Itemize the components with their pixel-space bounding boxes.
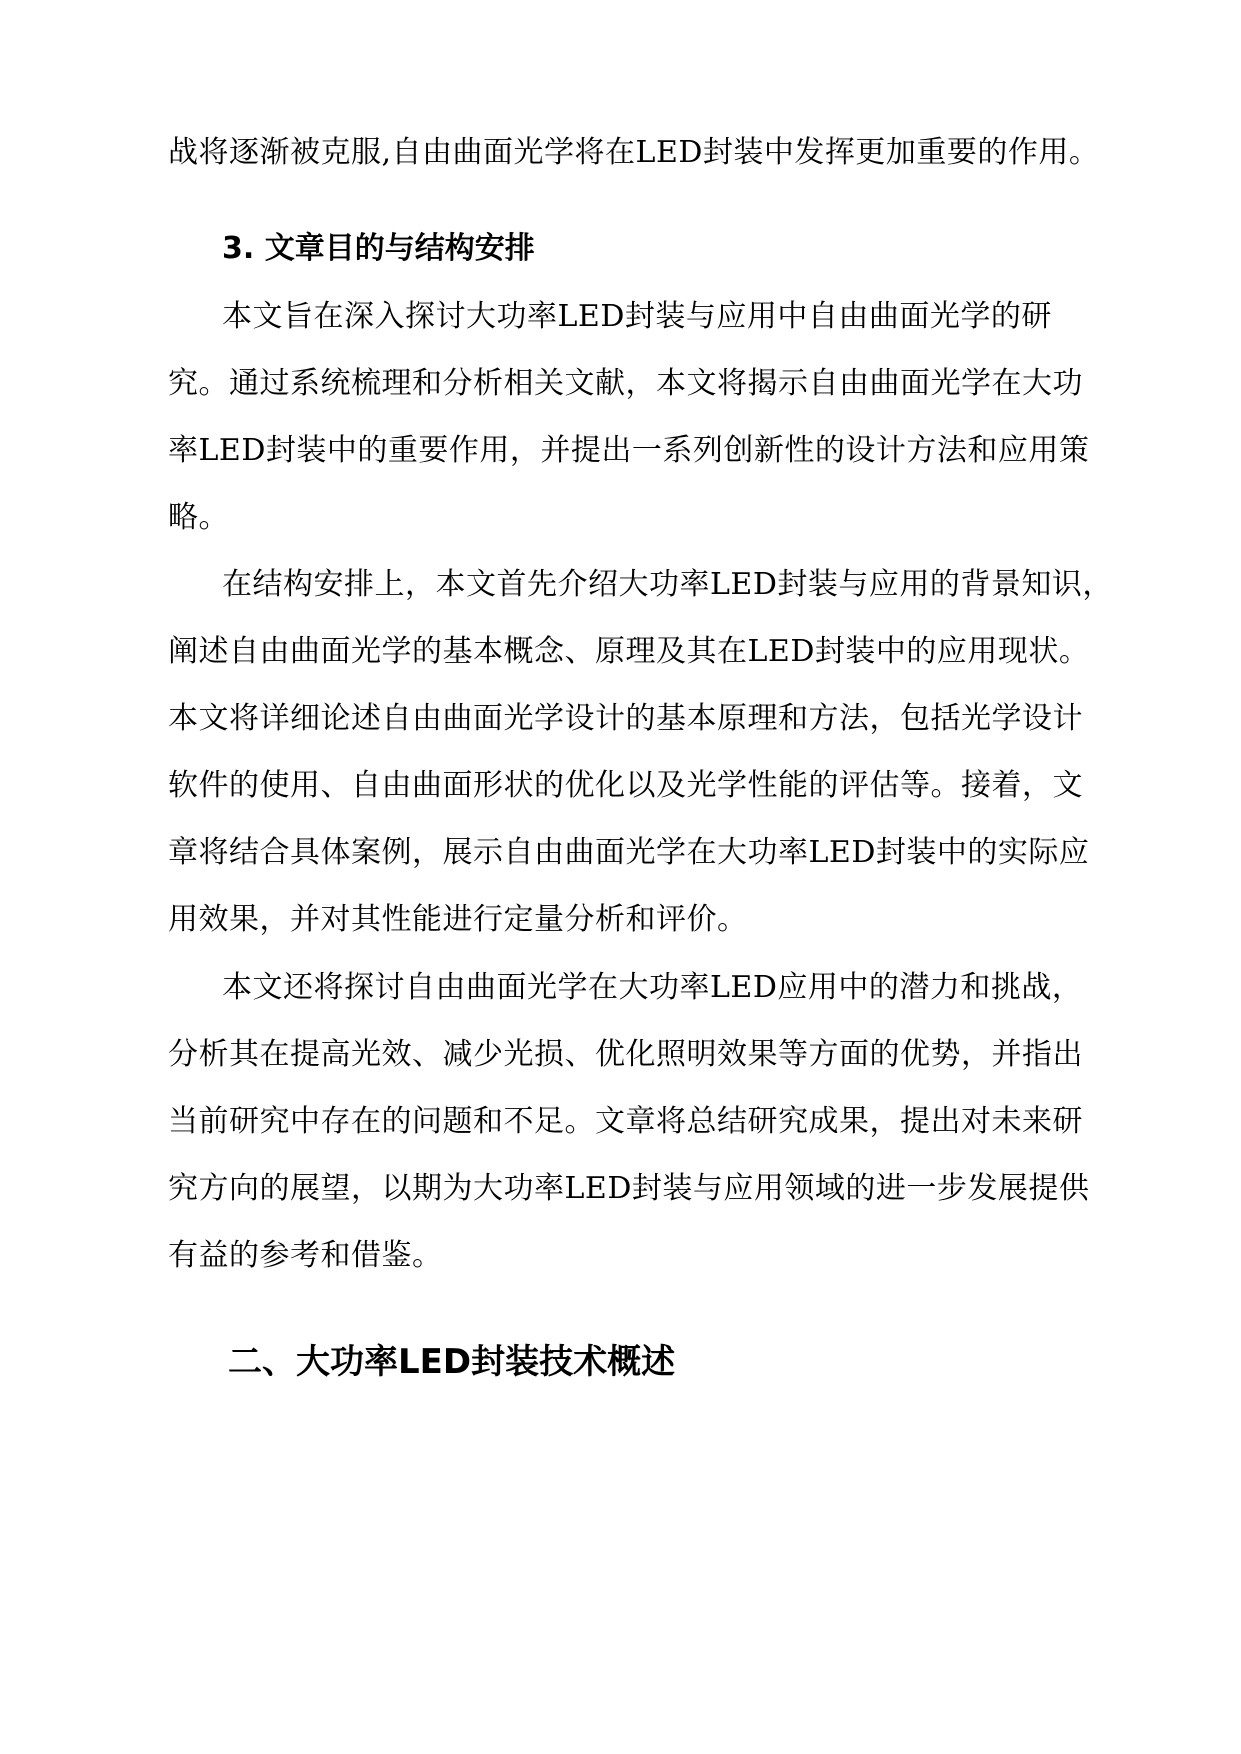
paragraph-1-line-1: 本文旨在深入探讨大功率LED封装与应用中自由曲面光学的研 — [222, 299, 1052, 334]
paragraph-2-line-3: 本文将详细论述自由曲面光学设计的基本原理和方法，包括光学设计 — [168, 701, 1083, 736]
paragraph-1-line-2: 究。通过系统梳理和分析相关文献，本文将揭示自由曲面光学在大功 — [168, 366, 1083, 401]
paragraph-3-line-5: 有益的参考和借鉴。 — [168, 1238, 443, 1273]
paragraph-2-line-2: 阐述自由曲面光学的基本概念、原理及其在LED封装中的应用现状。 — [168, 634, 1090, 669]
paragraph-3-line-2: 分析其在提高光效、减少光损、优化照明效果等方面的优势，并指出 — [168, 1037, 1083, 1072]
paragraph-2-line-5: 章将结合具体案例，展示自由曲面光学在大功率LED封装中的实际应 — [168, 835, 1090, 870]
paragraph-2-line-1: 在结构安排上，本文首先介绍大功率LED封装与应用的背景知识， — [222, 567, 1113, 602]
intro-fragment-line: 战将逐渐被克服,自由曲面光学将在LED封装中发挥更加重要的作用。 — [168, 135, 1100, 170]
paragraph-2-line-6: 用效果，并对其性能进行定量分析和评价。 — [168, 902, 748, 937]
paragraph-1-line-3: 率LED封装中的重要作用，并提出一系列创新性的设计方法和应用策 — [168, 433, 1090, 468]
paragraph-3-line-4: 究方向的展望，以期为大功率LED封装与应用领域的进一步发展提供 — [168, 1171, 1090, 1206]
chapter-2-heading: 二、大功率LED封装技术概述 — [228, 1342, 676, 1382]
paragraph-3-line-1: 本文还将探讨自由曲面光学在大功率LED应用中的潜力和挑战， — [222, 970, 1083, 1005]
paragraph-3-line-3: 当前研究中存在的问题和不足。文章将总结研究成果，提出对未来研 — [168, 1104, 1083, 1139]
paragraph-1-line-4: 略。 — [168, 500, 229, 535]
section-3-heading: 3. 文章目的与结构安排 — [222, 231, 535, 266]
paragraph-2-line-4: 软件的使用、自由曲面形状的优化以及光学性能的评估等。接着，文 — [168, 768, 1083, 803]
